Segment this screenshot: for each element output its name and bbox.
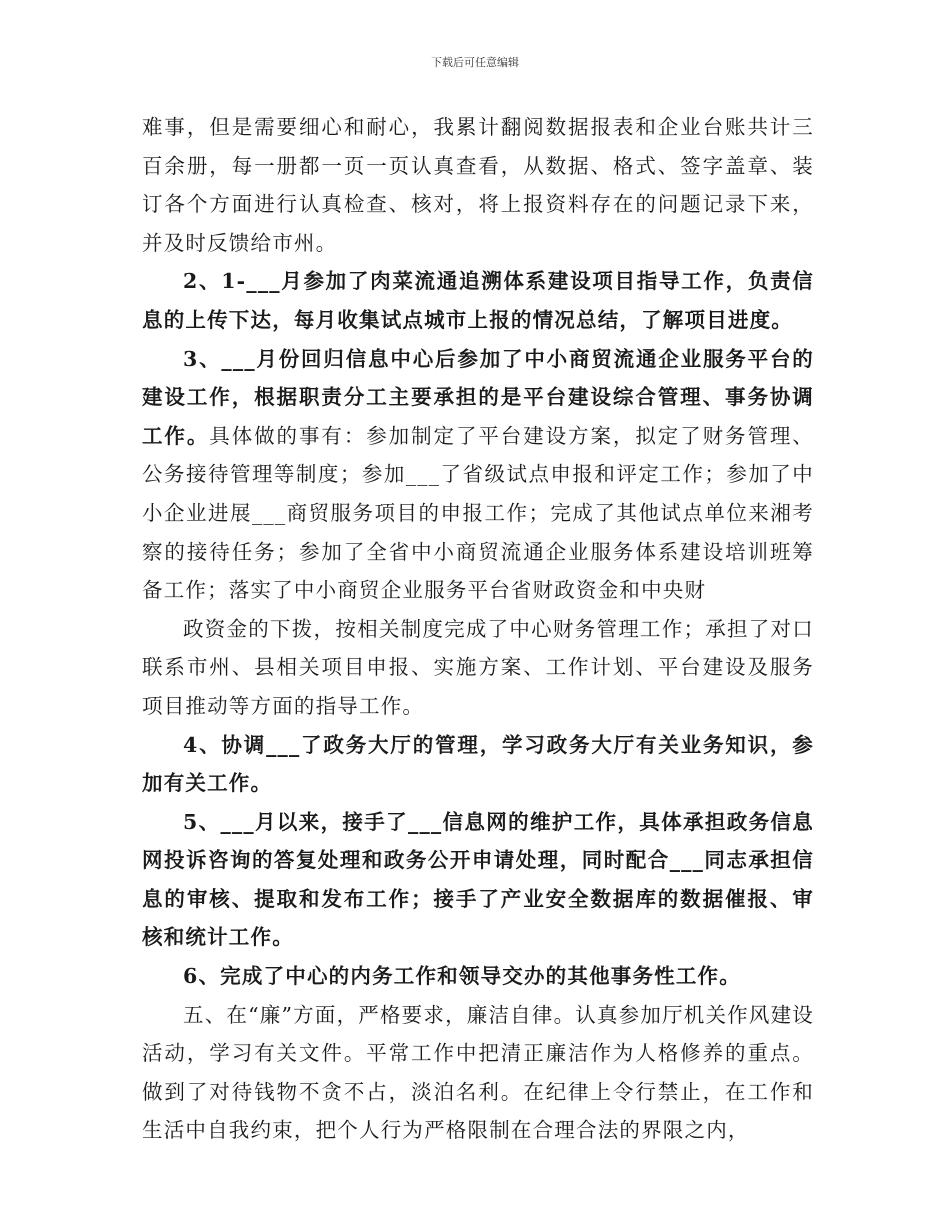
paragraph-item-5: 5、___月以来，接手了___信息网的维护工作，具体承担政务信息网投诉咨询的答复处理和政务公开申请处理，同时配合___同志承担信息的审核、提取和发布工作；接手了产业安全数据库的数据催报、审核和统计工作。 <box>142 809 814 950</box>
paragraph-item-3-continued: 政资金的下拨，按相关制度完成了中心财务管理工作；承担了对口联系市州、县相关项目申报、实施方案、工作计划、平台建设及服务项目推动等方面的指导工作。 <box>142 616 814 718</box>
paragraph-item-3 <box>142 340 814 610</box>
document-body <box>142 108 814 1150</box>
paragraph-item-6: 6、完成了中心的内务工作和领导交办的其他事务性工作。 <box>183 964 741 989</box>
paragraph-item-3-bold: 3、___月份回归信息中心后参加了中小商贸流通企业服务平台的建设工作，根据职责分工主要承担的是平台建设综合管理、事务协调工作。 <box>142 346 814 448</box>
paragraph-item-2: 2、1-___月参加了肉菜流通追溯体系建设项目指导工作，负责信息的上传下达，每月收集试点城市上报的情况总结，了解项目进度。 <box>142 269 814 332</box>
paragraph-item-3-normal: 具体做的事有：参加制定了平台建设方案，拟定了财务管理、公务接待管理等制度；参加___了省级试点申报和评定工作；参加了中小企业进展___商贸服务项目的申报工作；完成了其他试点单位来湘考察的接待任务；参加了全省中小商贸流通企业服务体系建设培训班筹备工作；落实了中小商贸企业服务平台省财政资金和中央财 <box>142 423 814 603</box>
paragraph-continuation: 难事，但是需要细心和耐心，我累计翻阅数据报表和企业台账共计三百余册，每一册都一页一页认真查看，从数据、格式、签字盖章、装订各个方面进行认真检查、核对，将上报资料存在的问题记录下来，并及时反馈给市州。 <box>142 115 814 255</box>
page-header: 下载后可任意编辑 <box>431 56 519 69</box>
paragraph-section-5: 五、在“廉”方面，严格要求，廉洁自律。认真参加厅机关作风建设活动，学习有关文件。平常工作中把清正廉洁作为人格修养的重点。做到了对待钱物不贪不占，淡泊名利。在纪律上令行禁止，在工作和生活中自我约束，把个人行为严格限制在合理合法的界限之内， <box>142 1002 814 1143</box>
paragraph-item-4: 4、协调___了政务大厅的管理，学习政务大厅有关业务知识，参加有关工作。 <box>142 732 814 796</box>
